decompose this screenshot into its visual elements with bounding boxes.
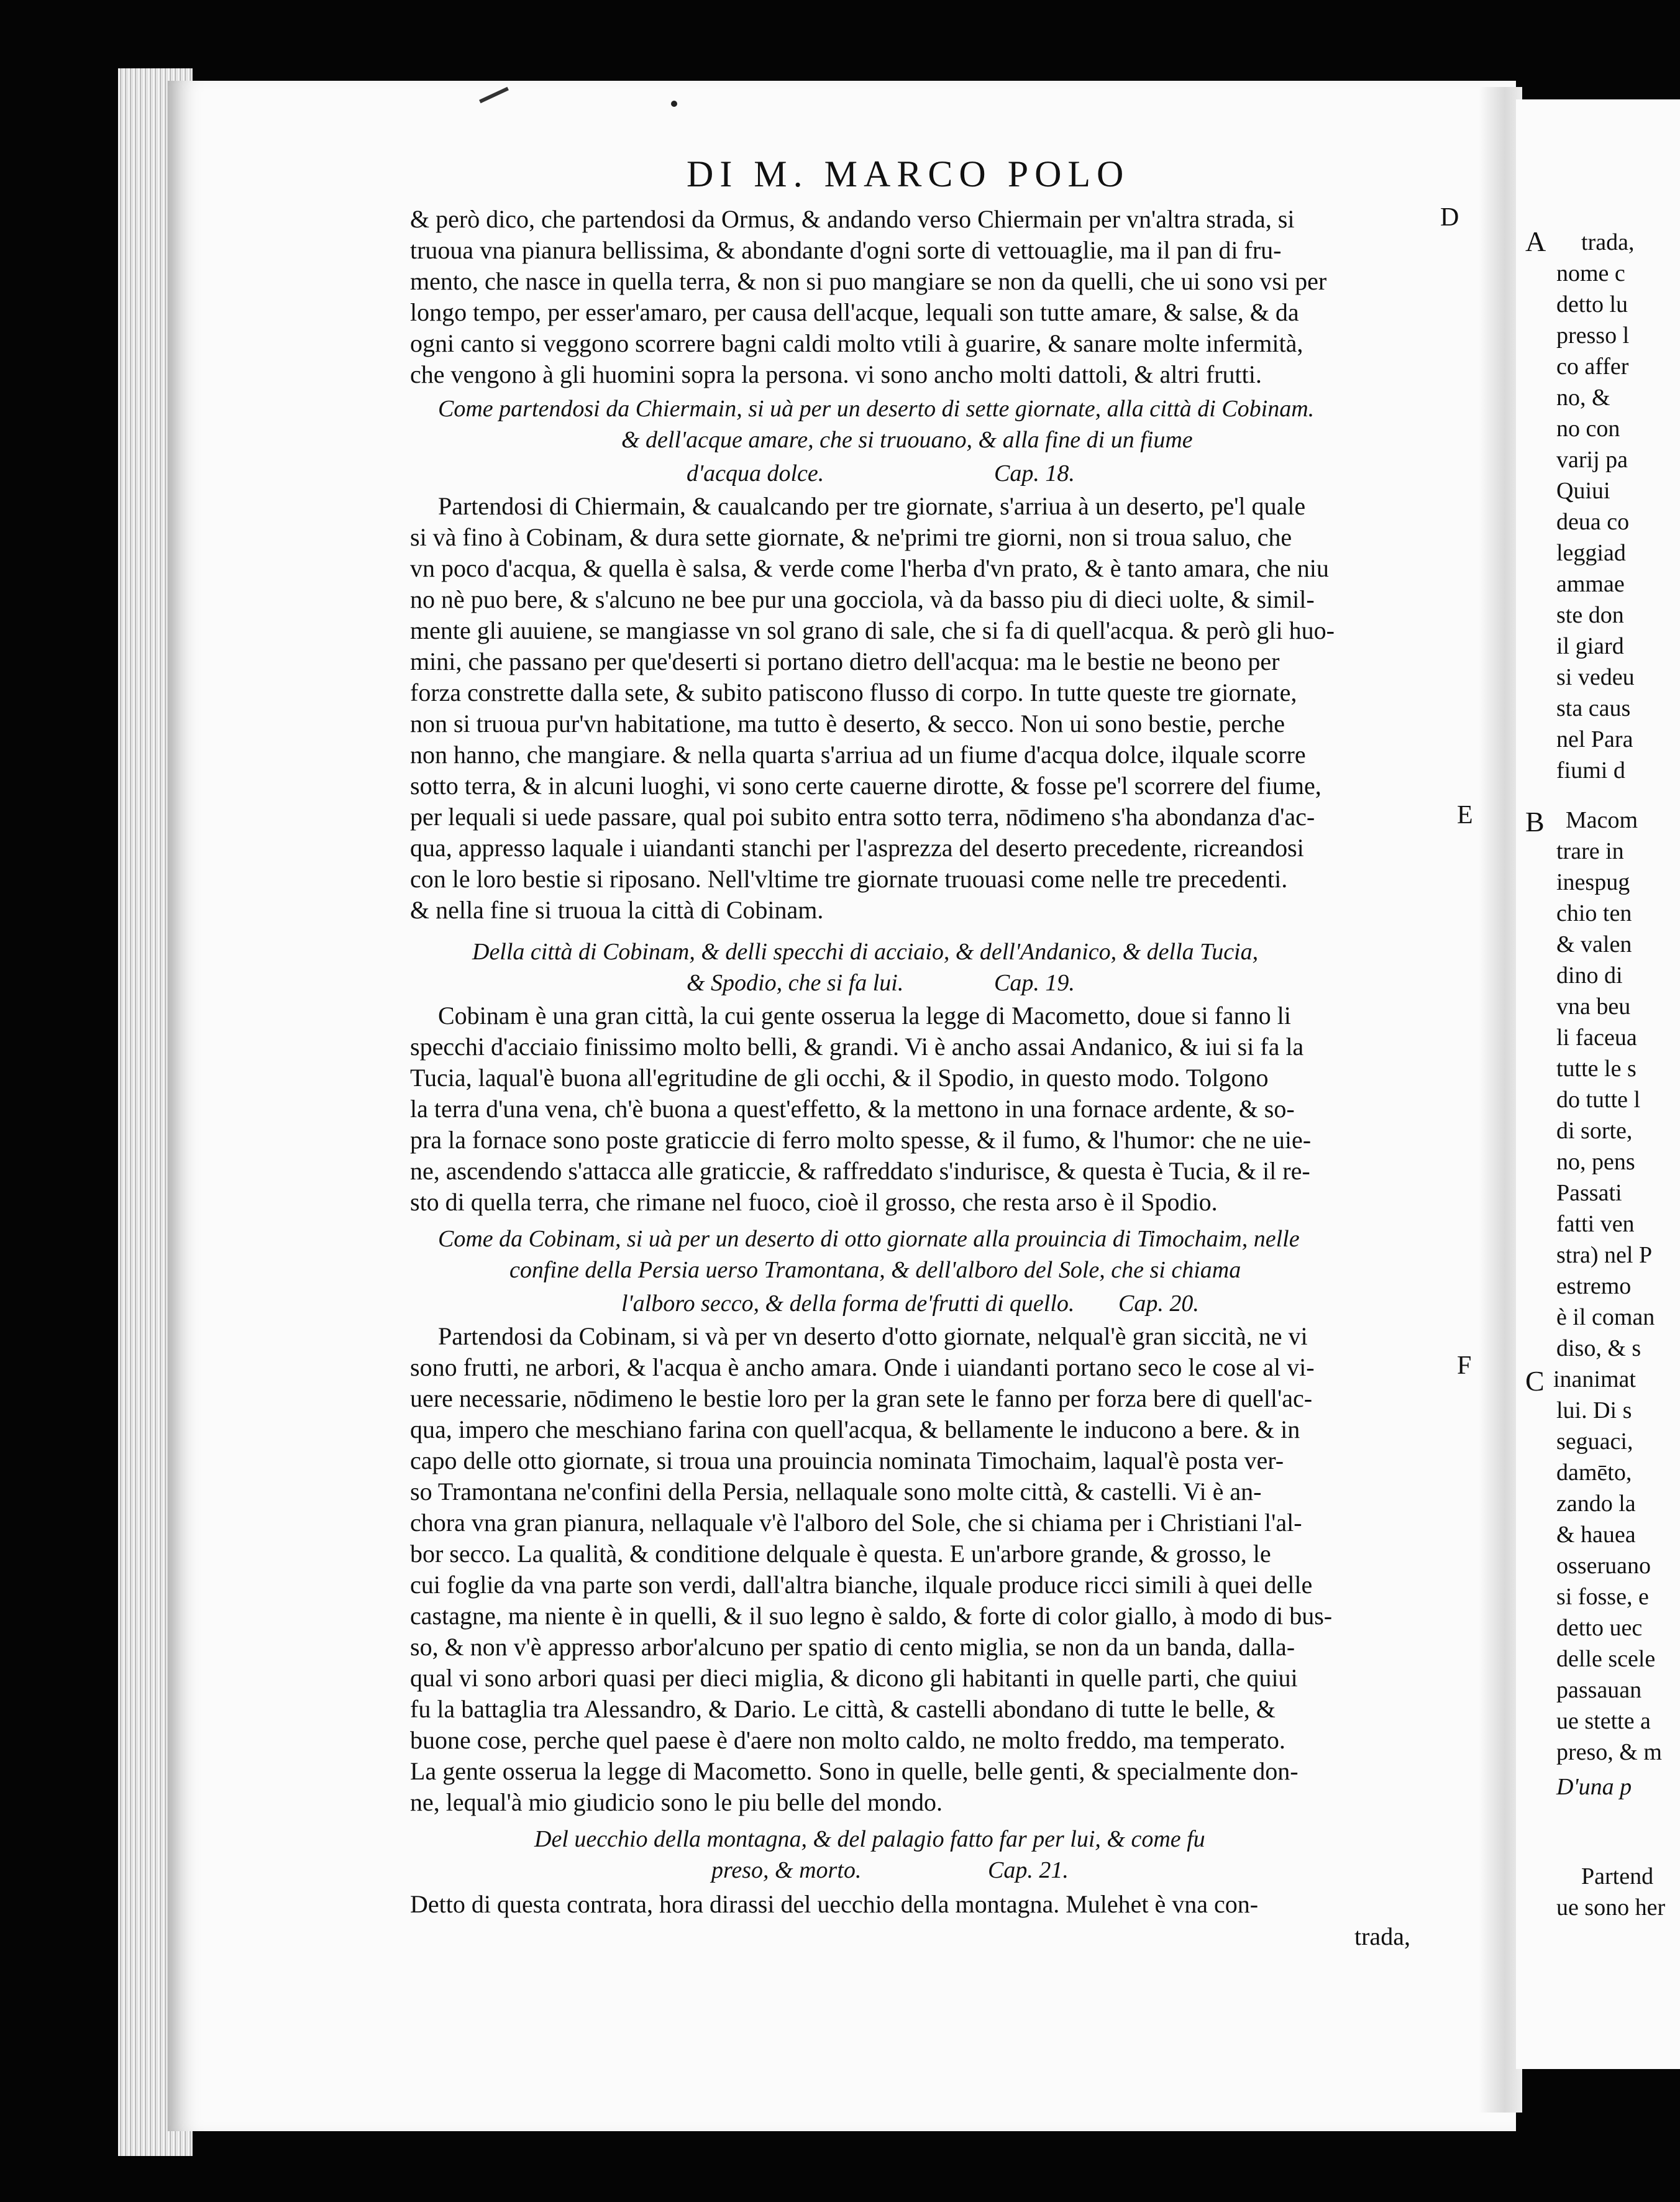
text-line: cui foglie da vna parte son verdi, dall'altra bianche, ilquale produce ricci simili à quei delle [410,1571,1313,1599]
right-text-line: nel Para [1556,726,1633,752]
right-text-line: vna beu [1556,994,1631,1020]
right-text-line: diso, & s [1556,1335,1641,1361]
text-line: qua, appresso laquale i uiandanti stanchi per l'asprezza del deserto precedente, ricreandosi [410,834,1304,862]
right-text-line: no, & [1556,385,1610,411]
text-line: che vengono à gli huomini sopra la persona. vi sono ancho molti dattoli, & altri frutti. [410,360,1262,388]
chapter-heading: preso, & morto. [711,1857,862,1883]
right-text-line: il giard [1556,633,1624,659]
text-line: ogni canto si veggono scorrere bagni caldi molto vtili à guarire, & sanare molte infermità, [410,329,1303,357]
right-text-line: do tutte l [1556,1087,1641,1113]
text-line: longo tempo, per esser'amaro, per causa dell'acque, lequali son tutte amare, & salse, & da [410,298,1299,326]
text-line: chora vna gran pianura, nellaquale v'è l'alboro del Sole, che si chiama per i Christiani l'al- [410,1509,1302,1537]
chapter-number: Cap. 20. [1118,1291,1199,1317]
right-text-line: inespug [1556,869,1630,895]
chapter-number: Cap. 18. [994,460,1075,487]
right-text-line: nome c [1556,260,1625,286]
right-text-line: ue sono her [1556,1894,1666,1921]
chapter-heading: confine della Persia uerso Tramontana, & dell'alboro del Sole, che si chiama [509,1257,1241,1283]
text-line: bor secco. La qualità, & conditione delquale è questa. E un'arbore grande, & grosso, le [410,1540,1271,1568]
text-line: non si truoua pur'vn habitatione, ma tutto è deserto, & secco. Non ui sono bestie, perche [410,710,1285,738]
right-text-line: passauan [1556,1677,1642,1703]
right-chapter-heading: D'una p [1556,1774,1632,1800]
text-line: Detto di questa contrata, hora dirassi del uecchio della montagna. Mulehet è vna con- [410,1890,1259,1918]
text-line: la terra d'una vena, ch'è buona a quest'effetto, & la mettono in una fornace ardente, & so- [410,1095,1295,1123]
chapter-heading: Come da Cobinam, si uà per un deserto di otto giornate alla prouincia di Timochaim, nelle [438,1226,1300,1252]
catchword: trada, [1354,1922,1410,1950]
right-text-line: di sorte, [1556,1118,1633,1144]
text-line: qual vi sono arbori quasi per dieci miglia, & dicono gli habitanti in quelle parti, che quiui [410,1664,1298,1692]
margin-letter-f: F [1457,1351,1472,1380]
right-text-line: fatti ven [1556,1211,1635,1237]
right-text-line: detto uec [1556,1615,1643,1641]
right-text-line: zando la [1556,1491,1636,1517]
right-margin-letter-c: C [1525,1365,1545,1397]
text-line: Tucia, laqual'è buona all'egritudine de gli occhi, & il Spodio, in questo modo. Tolgono [410,1064,1269,1092]
right-text-line: deua co [1556,509,1630,535]
right-text-line: osseruano [1556,1553,1651,1579]
chapter-heading: Del uecchio della montagna, & del palagio fatto far per lui, & come fu [534,1826,1205,1852]
right-text-line: Macom [1566,807,1638,833]
right-text-line: sta caus [1556,695,1631,721]
right-text-line: fiumi d [1556,757,1625,783]
right-text-line: dino di [1556,962,1623,989]
right-text-line: detto lu [1556,291,1628,318]
right-text-line: è il coman [1556,1304,1655,1330]
text-line: mento, che nasce in quella terra, & non si puo mangiare se non da quelli, che ui sono vsi per [410,267,1327,295]
text-line: pra la fornace sono poste graticcie di ferro molto spesse, & il fumo, & l'humor: che ne uie- [410,1126,1312,1154]
text-line: forza constrette dalla sete, & subito patiscono flusso di corpo. In tutte queste tre giornate, [410,678,1297,706]
right-margin-letter-a: A [1525,226,1546,257]
right-text-line: si fosse, e [1556,1584,1649,1610]
text-line: mini, che passano per que'deserti si portano dietro dell'acqua: ma le bestie ne beono per [410,647,1280,675]
running-head: DI M. MARCO POLO [687,153,1130,194]
text-line: non hanno, che mangiare. & nella quarta s'arriua ad un fiume d'acqua dolce, ilquale scorre [410,741,1306,769]
right-text-line: si vedeu [1556,664,1635,690]
text-line: truoua vna pianura bellissima, & abondante d'ogni sorte di vettouaglie, ma il pan di fru- [410,236,1282,264]
margin-letter-e: E [1457,801,1473,829]
text-line: buone cose, perche quel paese è d'aere non molto caldo, ne molto freddo, ma temperato. [410,1726,1285,1754]
right-margin-letter-b: B [1525,806,1545,838]
right-text-line: ste don [1556,602,1624,628]
margin-letter-d: D [1440,203,1459,232]
text-line: & però dico, che partendosi da Ormus, & andando verso Chiermain per vn'altra strada, si [410,205,1295,233]
right-text-line: Partend [1581,1863,1654,1889]
right-text-line: Passati [1556,1180,1622,1206]
right-text-line: tutte le s [1556,1056,1637,1082]
right-text-line: ammae [1556,571,1625,597]
text-line: vn poco d'acqua, & quella è salsa, & verde come l'herba d'vn prato, & è tanto amara, che niu [410,554,1329,582]
ink-dot [671,101,677,107]
right-text-line: preso, & m [1556,1739,1662,1765]
text-line: Partendosi da Cobinam, si và per vn deserto d'otto giornate, nelqual'è gran siccità, ne vi [438,1322,1308,1350]
right-text-line: delle scele [1556,1646,1656,1672]
chapter-number: Cap. 21. [988,1857,1069,1883]
text-line: Partendosi di Chiermain, & caualcando per tre giornate, s'arriua à un deserto, pe'l quale [438,492,1306,520]
right-text-line: leggiad [1556,540,1626,566]
right-text-line: & valen [1556,931,1632,957]
right-text-line: damēto, [1556,1460,1632,1486]
right-text-line: estremo [1556,1273,1632,1299]
text-line: mente gli auuiene, se mangiasse vn sol grano di sale, che si fa di quell'acqua. & però gli huo- [410,616,1335,644]
right-text-line: lui. Di s [1556,1397,1632,1423]
right-text-line: ue stette a [1556,1708,1651,1734]
right-text-line: inanimat [1553,1366,1636,1392]
text-line: no nè puo bere, & s'alcuno ne bee pur una gocciola, và da basso piu di dieci uolte, & simil- [410,585,1315,613]
text-line: si và fino à Cobinam, & dura sette giornate, & ne'primi tre giorni, non si troua saluo, che [410,523,1292,551]
right-text-line: stra) nel P [1556,1242,1653,1268]
text-line: capo delle otto giornate, si troua una prouincia nominata Timochaim, laqual'è posta ver- [410,1446,1284,1474]
text-line: specchi d'acciaio finissimo molto belli, & grandi. Vi è ancho assai Andanico, & iui si fa la [410,1033,1304,1061]
right-text-line: no con [1556,416,1620,442]
text-line: sotto terra, & in alcuni luoghi, vi sono certe cauerne dirotte, & fosse pe'l scorrere del fiume, [410,772,1322,800]
right-text-line: trada, [1581,229,1635,255]
text-line: qua, impero che meschiano farina con quell'acqua, & bellamente le inducono a bere. & in [410,1415,1300,1443]
chapter-heading: Come partendosi da Chiermain, si uà per un deserto di sette giornate, alla città di Cobinam. [438,396,1315,422]
text-line: per lequali si uede passare, qual poi subito entra sotto terra, nōdimeno s'ha abondanza d'ac- [410,803,1315,831]
right-text-line: & hauea [1556,1522,1636,1548]
text-line: La gente osserua la legge di Macometto. Sono in quelle, belle genti, & specialmente don- [410,1757,1299,1785]
chapter-heading: d'acqua dolce. [687,460,824,487]
right-text-line: Quiui [1556,478,1610,504]
right-text-line: co affer [1556,354,1629,380]
text-line: uere necessarie, nōdimeno le bestie loro per la gran sete le fanno per forza bere di quell'ac- [410,1384,1313,1412]
text-line: so, & non v'è appresso arbor'alcuno per spatio di cento miglia, se non da un banda, dalla- [410,1633,1295,1661]
right-text-line: varij pa [1556,447,1628,473]
right-text-line: seguaci, [1556,1428,1633,1455]
chapter-heading: & dell'acque amare, che si truouano, & alla fine di un fiume [621,427,1193,453]
right-text-line: li faceua [1556,1025,1637,1051]
right-text-line: chio ten [1556,900,1632,926]
text-line: ne, lequal'à mio giudicio sono le piu belle del mondo. [410,1788,943,1816]
right-text-line: no, pens [1556,1149,1635,1175]
chapter-heading: l'alboro secco, & della forma de'frutti di quello. [621,1291,1075,1317]
right-text-line: trare in [1556,838,1624,864]
text-line: castagne, ma niente è in quelli, & il suo legno è saldo, & forte di color giallo, à modo di bus- [410,1602,1333,1630]
chapter-heading: Della città di Cobinam, & delli specchi di acciaio, & dell'Andanico, & della Tucia, [472,939,1259,965]
text-line: Cobinam è una gran città, la cui gente osserua la legge di Macometto, doue si fanno li [438,1002,1291,1030]
chapter-number: Cap. 19. [994,970,1075,996]
text-line: sono frutti, ne arbori, & l'acqua è ancho amara. Onde i uiandanti portano seco le cose al vi- [410,1353,1315,1381]
text-line: & nella fine si truoua la città di Cobinam. [410,896,824,924]
text-line: ne, ascendendo s'attacca alle graticcie, & raffreddato s'indurisce, & questa è Tucia, & il re- [410,1157,1310,1185]
text-line: fu la battaglia tra Alessandro, & Dario. Le città, & castelli abondano di tutte le belle, & [410,1695,1276,1723]
text-line: so Tramontana ne'confini della Persia, nellaquale sono molte città, & castelli. Vi è an- [410,1478,1262,1505]
chapter-heading: & Spodio, che si fa lui. [687,970,904,996]
text-line: sto di quella terra, che rimane nel fuoco, cioè il grosso, che resta arso è il Spodio. [410,1188,1218,1216]
right-text-line: presso l [1556,322,1630,349]
text-line: con le loro bestie si riposano. Nell'vltime tre giornate truouasi come nelle tre precedenti. [410,865,1288,893]
